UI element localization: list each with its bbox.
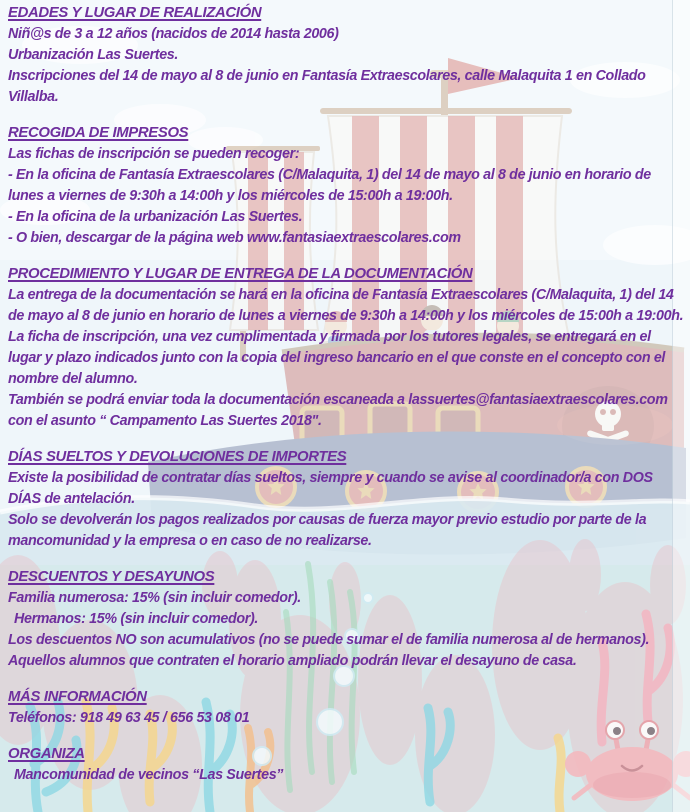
section-paragraph: También se podrá enviar toda la documentación escaneada a lassuertes@fantasiaextraescolares.com con el asunto “ Campamento Las Suertes 2018". bbox=[8, 392, 668, 429]
section-mas-informacion bbox=[8, 687, 685, 729]
section-paragraph: Niñ@s de 3 a 12 años (nacidos de 2014 hasta 2006) bbox=[8, 26, 339, 42]
section-paragraph: Solo se devolverán los pagos realizados por causas de fuerza mayor previo estudio por parte de la mancomunidad y la empresa o en caso de no realizarse. bbox=[8, 512, 647, 549]
section-heading: RECOGIDA DE IMPRESOS bbox=[8, 125, 189, 141]
section-paragraph: Inscripciones del 14 de mayo al 8 de junio en Fantasía Extraescolares, calle Malaquita 1 en Collado Villalba. bbox=[8, 68, 646, 105]
section-heading: ORGANIZA bbox=[8, 746, 85, 762]
section-heading: DÍAS SUELTOS Y DEVOLUCIONES DE IMPORTES bbox=[8, 449, 347, 465]
section-heading: EDADES Y LUGAR DE REALIZACIÓN bbox=[8, 5, 262, 21]
section-paragraph: Aquellos alumnos que contraten el horario ampliado podrán llevar el desayuno de casa. bbox=[8, 653, 577, 669]
section-paragraph: Existe la posibilidad de contratar días sueltos, siempre y cuando se avise al coordinador/a con DOS DÍAS de antelación. bbox=[8, 470, 653, 507]
section-paragraph: Teléfonos: 918 49 63 45 / 656 53 08 01 bbox=[8, 710, 250, 726]
section-heading: PROCEDIMIENTO Y LUGAR DE ENTREGA DE LA DOCUMENTACIÓN bbox=[8, 266, 473, 282]
section-paragraph: La ficha de inscripción, una vez cumplimentada y firmada por los tutores legales, se entregará en el lugar y plazo indicados junto con la copia del ingreso bancario en el que conste en el concepto con el nombre del alumno. bbox=[8, 329, 666, 387]
section-paragraph: Urbanización Las Suertes. bbox=[8, 47, 179, 63]
section-paragraph: - En la oficina de Fantasía Extraescolares (C/Malaquita, 1) del 14 de mayo al 8 de junio en horario de lunes a viernes de 9:30h a 14:00h y los miércoles de 15:00h a 19:00h. bbox=[8, 167, 651, 204]
section-paragraph: La entrega de la documentación se hará en la oficina de Fantasía Extraescolares (C/Malaquita, 1) del 14 de mayo al 8 de junio en horario de lunes a viernes de 9:30h a 14:00h y los miércoles de 15:00h a 19:00h. bbox=[8, 287, 684, 324]
section-descuentos bbox=[8, 567, 685, 672]
section-paragraph: Mancomunidad de vecinos “Las Suertes” bbox=[14, 767, 284, 783]
section-recogida bbox=[8, 123, 685, 249]
section-heading: MÁS INFORMACIÓN bbox=[8, 689, 147, 705]
section-paragraph: - O bien, descargar de la página web www.fantasiaextraescolares.com bbox=[8, 230, 461, 246]
section-paragraph: Las fichas de inscripción se pueden recoger: bbox=[8, 146, 300, 162]
section-heading: DESCUENTOS Y DESAYUNOS bbox=[8, 569, 215, 585]
section-paragraph: Hermanos: 15% (sin incluir comedor). bbox=[14, 611, 259, 627]
section-paragraph: - En la oficina de la urbanización Las Suertes. bbox=[8, 209, 303, 225]
section-paragraph: Familia numerosa: 15% (sin incluir comedor). bbox=[8, 590, 301, 606]
section-paragraph: Los descuentos NO son acumulativos (no se puede sumar el de familia numerosa al de hermanos). bbox=[8, 632, 650, 648]
section-edades bbox=[8, 3, 685, 108]
section-procedimiento bbox=[8, 264, 685, 432]
section-dias-sueltos bbox=[8, 447, 685, 552]
section-organiza bbox=[8, 744, 685, 786]
